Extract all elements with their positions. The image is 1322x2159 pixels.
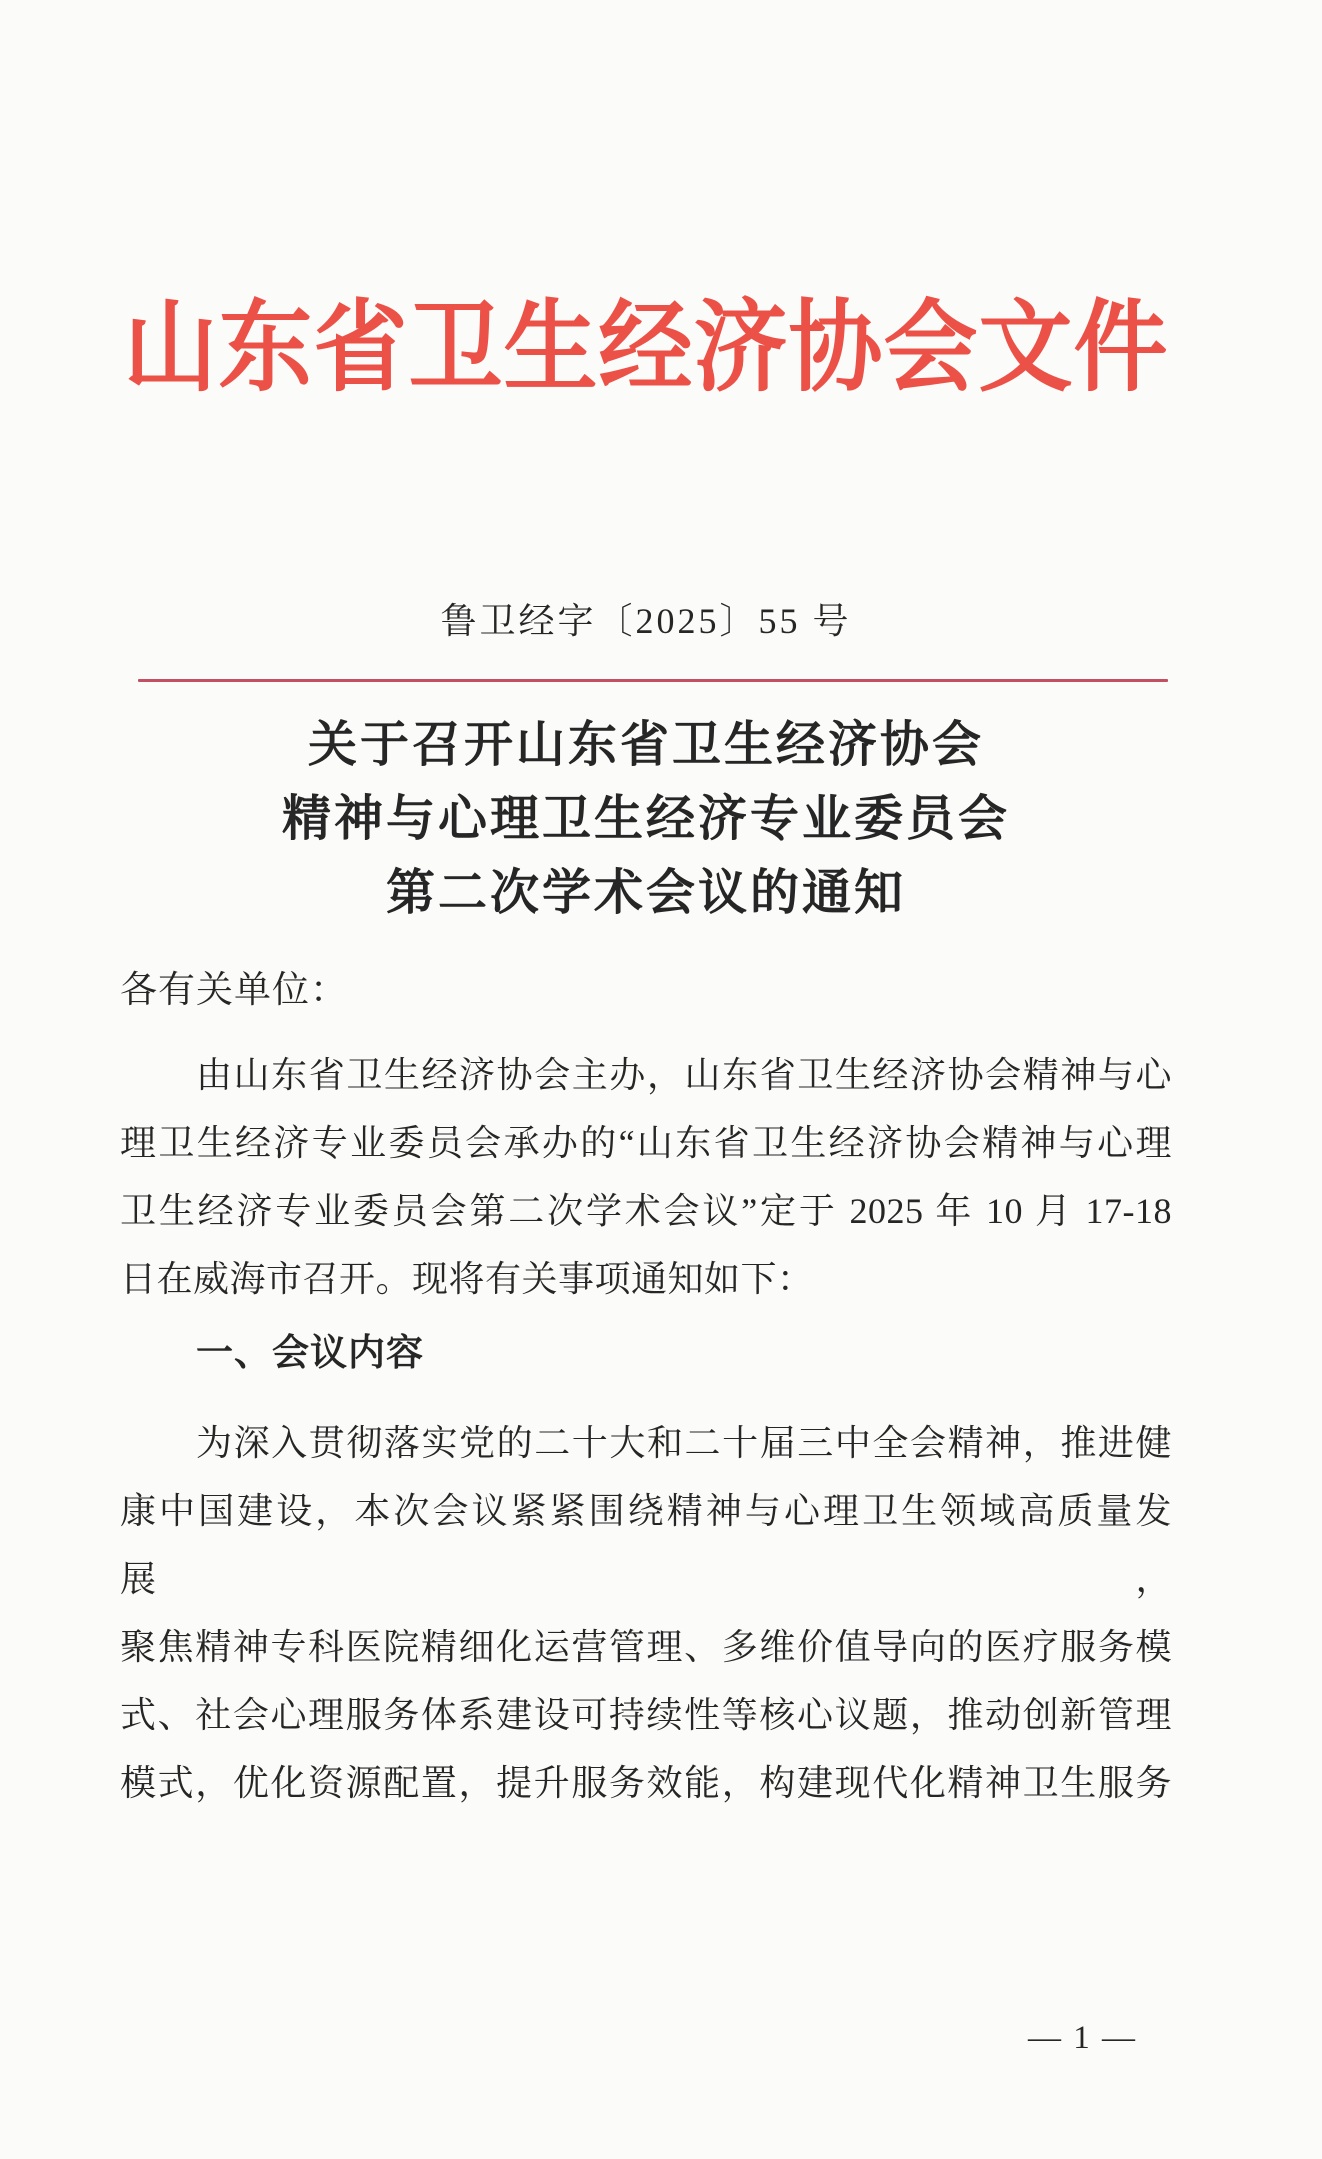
body-line: 为深入贯彻落实党的二十大和二十届三中全会精神，推进健 xyxy=(196,1423,1172,1463)
notice-title-line-1: 关于召开山东省卫生经济协会 xyxy=(307,717,984,772)
body-line: 式、社会心理服务体系建设可持续性等核心议题，推动创新管理 xyxy=(120,1695,1172,1735)
notice-title-line-2: 精神与心理卫生经济专业委员会 xyxy=(281,791,1010,846)
body-line: 理卫生经济专业委员会承办的“山东省卫生经济协会精神与心理 xyxy=(120,1123,1172,1163)
document-number: 鲁卫经字〔2025〕55 号 xyxy=(440,601,852,641)
paragraph-2 xyxy=(120,1409,1172,1817)
document-page xyxy=(0,288,1322,2159)
paragraph-1 xyxy=(120,1041,1172,1313)
body-line: 卫生经济专业委员会第二次学术会议”定于 2025 年 10 月 17-18 xyxy=(120,1191,1172,1231)
red-divider-line xyxy=(138,679,1168,682)
body-line: 康中国建设，本次会议紧紧围绕精神与心理卫生领域高质量发展， xyxy=(120,1491,1172,1599)
notice-title-line-3: 第二次学术会议的通知 xyxy=(385,865,906,920)
body-line: 模式，优化资源配置，提升服务效能，构建现代化精神卫生服务 xyxy=(120,1763,1172,1803)
body-line: 日在威海市召开。现将有关事项通知如下： xyxy=(120,1259,814,1299)
page-number: — 1 — xyxy=(1028,2020,1137,2056)
section-heading-1: 一、会议内容 xyxy=(196,1332,424,1373)
body-line: 由山东省卫生经济协会主办，山东省卫生经济协会精神与心 xyxy=(196,1055,1172,1095)
document-header-title: 山东省卫生经济协会文件 xyxy=(123,293,1169,404)
notice-title xyxy=(120,708,1172,930)
body-line: 聚焦精神专科医院精细化运营管理、多维价值导向的医疗服务模 xyxy=(120,1627,1172,1667)
salutation: 各有关单位： xyxy=(120,970,348,1011)
